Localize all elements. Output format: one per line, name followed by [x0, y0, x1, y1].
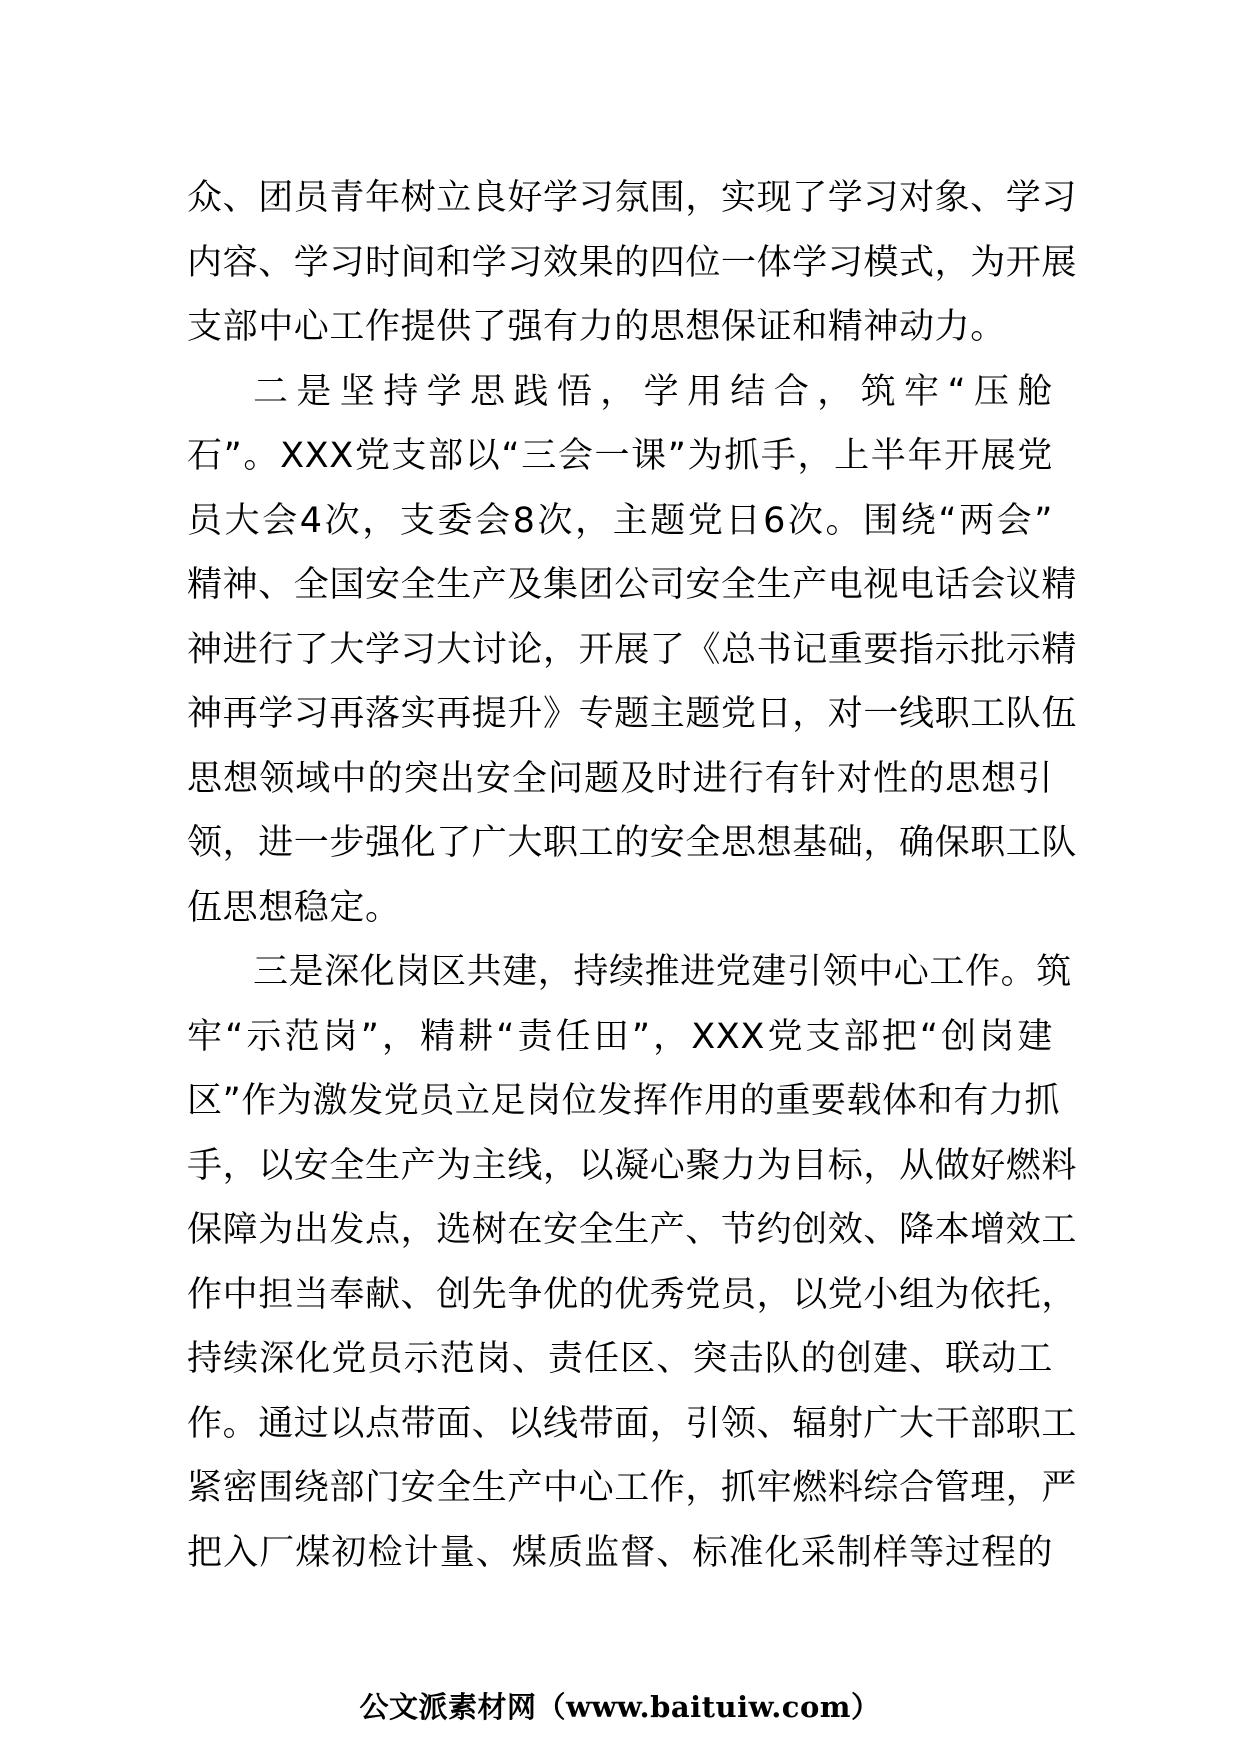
body-text — [187, 166, 1078, 1585]
paragraph-2 — [187, 360, 1078, 941]
text-line: 员大会4次，支委会8次，主题党日6次。围绕“两会” — [187, 500, 1053, 541]
text-line: 神进行了大学习大讨论，开展了《总书记重要指示批示精 — [187, 629, 1078, 670]
text-line: 手，以安全生产为主线，以凝心聚力为目标，从做好燃料 — [187, 1145, 1078, 1186]
text-line: 三是深化岗区共建，持续推进党建引领中心工作。筑 — [253, 952, 1072, 992]
text-line: 作中担当奉献、创先争优的优秀党员，以党小组为依托， — [187, 1274, 1078, 1315]
text-line: 作。通过以点带面、以线带面，引领、辐射广大干部职工 — [187, 1403, 1078, 1444]
text-line: 思想领域中的突出安全问题及时进行有针对性的思想引 — [187, 758, 1053, 799]
text-line: 石”。XXX党支部以“三会一课”为抓手，上半年开展党 — [187, 436, 1053, 476]
text-line: 领，进一步强化了广大职工的安全思想基础，确保职工队 — [187, 823, 1078, 863]
text-line: 神再学习再落实再提升》专题主题党日，对一线职工队伍 — [187, 694, 1078, 734]
text-line: 支部中心工作提供了强有力的思想保证和精神动力。 — [187, 307, 1006, 347]
text-line: 精神、全国安全生产及集团公司安全生产电视电话会议精 — [187, 565, 1078, 605]
text-line: 把入厂煤初检计量、煤质监督、标准化采制样等过程的 — [187, 1532, 1053, 1573]
text-line: 内容、学习时间和学习效果的四位一体学习模式，为开展 — [187, 242, 1078, 283]
text-line: 保障为出发点，选树在安全生产、节约创效、降本增效工 — [187, 1210, 1078, 1250]
text-line: 紧密围绕部门安全生产中心工作，抓牢燃料综合管理，严 — [187, 1468, 1078, 1508]
footer-watermark-text: 公文派素材网（www.baituiw.com） — [359, 1690, 881, 1724]
text-line: 伍思想稳定。 — [187, 887, 401, 928]
text-line: 众、团员青年树立良好学习氛围，实现了学习对象、学习 — [187, 178, 1078, 218]
text-line: 牢“示范岗”，精耕“责任田”，XXX党支部把“创岗建 — [187, 1016, 1053, 1057]
paragraph-3 — [187, 940, 1078, 1585]
text-line: 区”作为激发党员立足岗位发挥作用的重要载体和有力抓 — [187, 1081, 1061, 1121]
text-line: 持续深化党员示范岗、责任区、突击队的创建、联动工 — [187, 1339, 1053, 1379]
text-line: 二是坚持学思践悟，学用结合，筑牢“压舱 — [253, 371, 1053, 412]
paragraph-1 — [187, 166, 1078, 360]
